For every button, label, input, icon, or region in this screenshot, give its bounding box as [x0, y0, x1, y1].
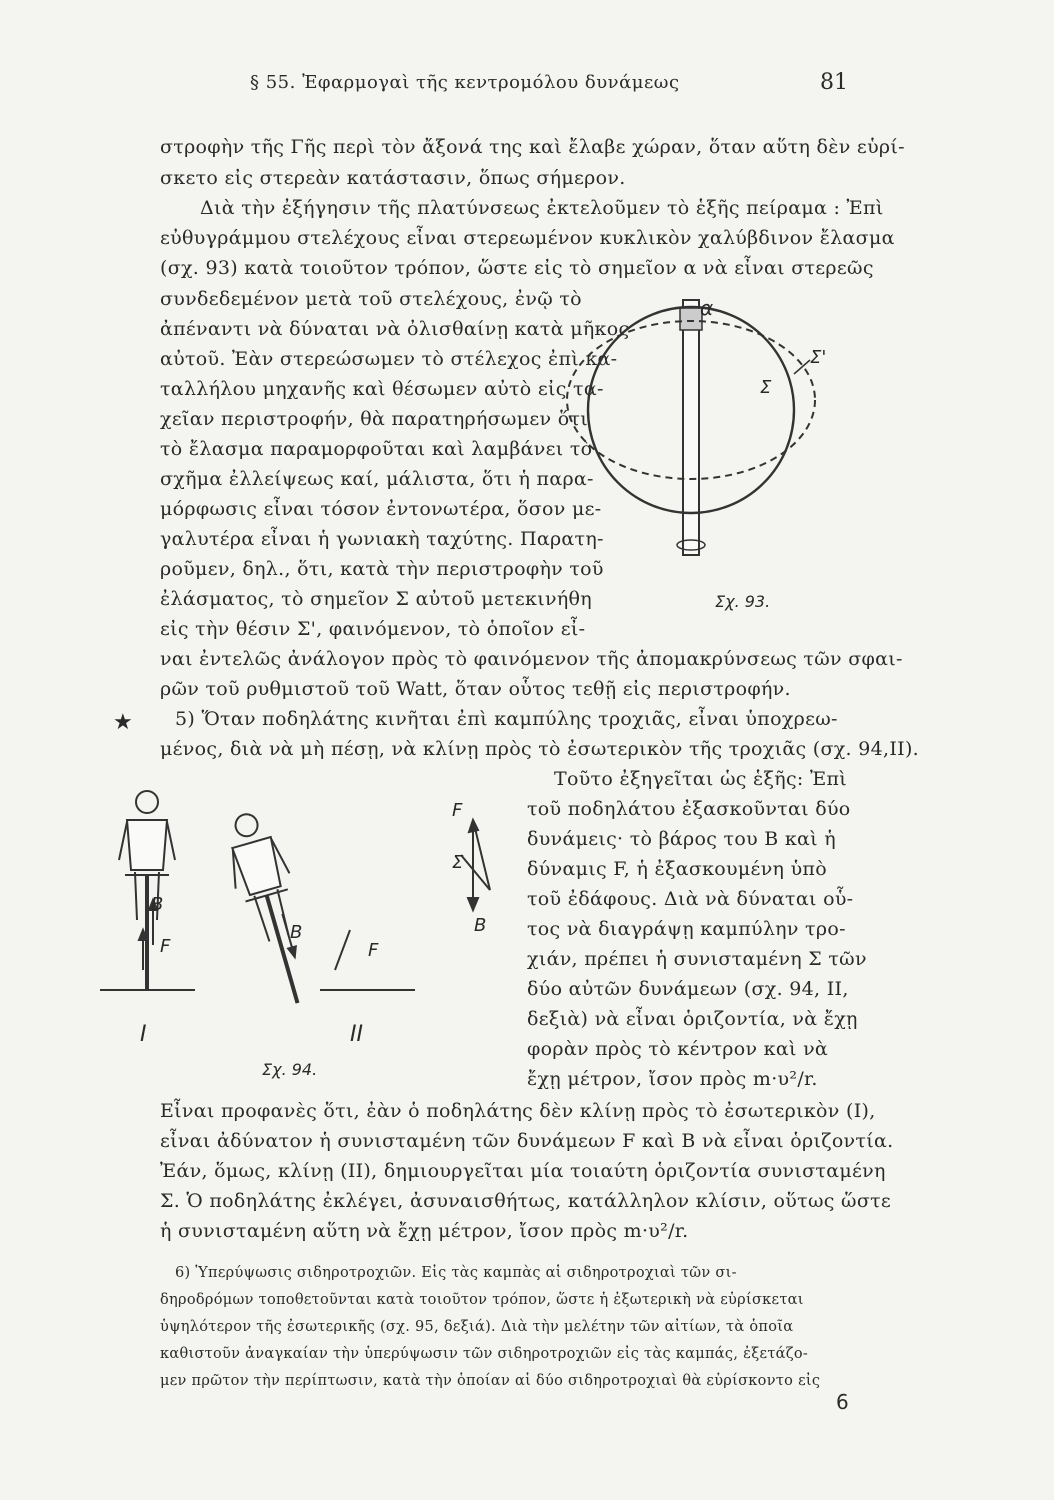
text-line: 5) Ὅταν ποδηλάτης κινῆται ἐπὶ καμπύλης τροχιᾶς, εἶναι ὑποχρεω- — [175, 708, 838, 730]
fig94-label-f3: F — [452, 800, 463, 821]
small-text-line: ὑψηλότερον τῆς ἐσωτερικῆς (σχ. 95, δεξιά). Διὰ τὴν μελέτην τῶν αἰτίων, τὰ ὁποῖα — [160, 1319, 794, 1335]
text-line: χεῖαν περιστροφήν, θὰ παρατηρήσωμεν ὅτι — [160, 408, 589, 430]
text-line: τὸ ἔλασμα παραμορφοῦται καὶ λαμβάνει τὸ — [160, 438, 593, 460]
small-text-line: δηροδρόμων τοποθετοῦνται κατὰ τοιοῦτον τρόπον, ὥστε ἡ ἐξωτερικὴ νὰ εὑρίσκεται — [160, 1292, 804, 1308]
text-line: Εἶναι προφανὲς ὅτι, ἐὰν ὁ ποδηλάτης δὲν κλίνῃ πρὸς τὸ ἐσωτερικὸν (I), — [160, 1100, 876, 1122]
label-alpha: α — [700, 296, 714, 320]
text-line: σκετο εἰς στερεὰν κατάστασιν, ὅπως σήμερον. — [160, 167, 626, 189]
text-line: ἐλάσματος, τὸ σημεῖον Σ αὐτοῦ μετεκινήθη — [160, 588, 592, 610]
text-line: ρῶν τοῦ ρυθμιστοῦ τοῦ Watt, ὅταν οὗτος τεθῇ εἰς περιστροφήν. — [160, 678, 791, 700]
text-line: τοῦ ἐδάφους. Διὰ νὰ δύναται οὗ- — [527, 888, 854, 910]
text-line: ροῦμεν, δηλ., ὅτι, κατὰ τὴν περιστροφὴν τοῦ — [160, 558, 604, 580]
text-line: ἡ συνισταμένη αὕτη νὰ ἔχῃ μέτρον, ἴσον πρὸς m·υ²/r. — [160, 1220, 689, 1242]
text-line: ἀπέναντι νὰ δύναται νὰ ὀλισθαίνῃ κατὰ μῆκος — [160, 318, 630, 340]
signature-mark: 6 — [836, 1390, 849, 1414]
text-line: δεξιὰ) νὰ εἶναι ὁριζοντία, νὰ ἔχῃ — [527, 1008, 858, 1030]
label-sigma-prime: Σ' — [810, 347, 827, 368]
text-line: αὐτοῦ. Ἐὰν στερεώσωμεν τὸ στέλεχος ἐπὶ κα- — [160, 348, 618, 370]
star-icon: ★ — [113, 710, 133, 735]
text-line: τοῦ ποδηλάτου ἐξασκοῦνται δύο — [527, 798, 851, 820]
fig94-label-f2: F — [368, 940, 379, 961]
fig94-label-b1: B — [151, 894, 164, 915]
small-text-line: καθιστοῦν ἀναγκαίαν τὴν ὑπερύψωσιν τῶν σιδηροτροχιῶν εἰς τὰς καμπάς, ἐξετάζο- — [160, 1346, 809, 1362]
fig94-label-ii: II — [350, 1022, 363, 1047]
text-line: εἶναι ἀδύνατον ἡ συνισταμένη τῶν δυνάμεων F καὶ B νὰ εἶναι ὁριζοντία. — [160, 1130, 894, 1152]
text-line: Σ. Ὁ ποδηλάτης ἐκλέγει, ἀσυναισθήτως, κατάλληλον κλίσιν, οὕτως ὥστε — [160, 1190, 892, 1212]
fig94-label-i: I — [140, 1022, 147, 1047]
text-line: δύναμις F, ἡ ἐξασκουμένη ὑπὸ — [527, 858, 827, 880]
force-triangle — [461, 820, 490, 910]
figure-93 — [560, 290, 840, 580]
text-line: Διὰ τὴν ἐξήγησιν τῆς πλατύνσεως ἐκτελοῦμεν τὸ ἑξῆς πείραμα : Ἐπὶ — [200, 197, 884, 219]
text-line: Ἐάν, ὅμως, κλίνῃ (II), δημιουργεῖται μία τοιαύτη ὁριζοντία συνισταμένη — [160, 1160, 886, 1182]
label-sigma: Σ — [760, 377, 772, 398]
text-line: δυνάμεις· τὸ βάρος του B καὶ ἡ — [527, 828, 836, 850]
page-number: 81 — [820, 70, 848, 95]
text-line: εἰς τὴν θέσιν Σ', φαινόμενον, τὸ ὁποῖον εἶ- — [160, 618, 586, 640]
fig94-label-b2: B — [290, 922, 303, 943]
text-line: χιάν, πρέπει ἡ συνισταμένη Σ τῶν — [527, 948, 867, 970]
text-line: εὐθυγράμμου στελέχους εἶναι στερεωμένον κυκλικὸν χαλύβδινον ἔλασμα — [160, 227, 895, 249]
fig94-label-b3: B — [474, 915, 487, 936]
text-line: (σχ. 93) κατὰ τοιοῦτον τρόπον, ὥστε εἰς τὸ σημεῖον α νὰ εἶναι στερεῶς — [160, 257, 874, 279]
text-line: συνδεδεμένον μετὰ τοῦ στελέχους, ἐνῷ τὸ — [160, 288, 582, 310]
small-text-line: 6) Ὑπερύψωσις σιδηροτροχιῶν. Εἰς τὰς καμπὰς αἱ σιδηροτροχιαὶ τῶν σι- — [175, 1265, 737, 1281]
fig94-label-f1: F — [160, 936, 171, 957]
text-line: δύο αὐτῶν δυνάμεων (σχ. 94, II, — [527, 978, 849, 1000]
cyclist-upright — [100, 791, 195, 990]
text-line: σχῆμα ἐλλείψεως καί, μάλιστα, ὅτι ἡ παρα- — [160, 468, 594, 490]
text-line: τος νὰ διαγράψῃ καμπύλην τρο- — [527, 918, 846, 940]
figure-93-caption: Σχ. 93. — [715, 592, 771, 611]
text-line: ναι ἐντελῶς ἀνάλογον πρὸς τὸ φαινόμενον τῆς ἀπομακρύνσεως τῶν σφαι- — [160, 648, 903, 670]
fig94-label-sigma: Σ — [452, 852, 464, 873]
text-line: μόρφωσις εἶναι τόσον ἐντονωτέρα, ὅσον με- — [160, 498, 602, 520]
running-title: § 55. Ἐφαρμογαὶ τῆς κεντρομόλου δυνάμεως — [250, 72, 680, 93]
text-line: Τοῦτο ἐξηγεῖται ὡς ἑξῆς: Ἐπὶ — [554, 768, 848, 790]
text-line: φορὰν πρὸς τὸ κέντρον καὶ νὰ — [527, 1038, 829, 1060]
text-line: μένος, διὰ νὰ μὴ πέσῃ, νὰ κλίνῃ πρὸς τὸ ἐσωτερικὸν τῆς τροχιᾶς (σχ. 94,II). — [160, 738, 919, 760]
text-line: γαλυτέρα εἶναι ἡ γωνιακὴ ταχύτης. Παρατη- — [160, 528, 604, 550]
small-text-line: μεν πρῶτον τὴν περίπτωσιν, κατὰ τὴν ὁποίαν αἱ δύο σιδηροτροχιαὶ θὰ εὑρίσκοντο εἰς — [160, 1373, 821, 1389]
text-line: στροφὴν τῆς Γῆς περὶ τὸν ἄξονά της καὶ ἔλαβε χώραν, ὅταν αὕτη δὲν εὑρί- — [160, 136, 905, 158]
figure-94-caption: Σχ. 94. — [262, 1060, 318, 1079]
cyclist-leaning — [217, 807, 325, 1011]
text-line: ἔχῃ μέτρον, ἴσον πρὸς m·υ²/r. — [527, 1068, 818, 1090]
text-line: ταλλήλου μηχανῆς καὶ θέσωμεν αὐτὸ εἰς τα- — [160, 378, 604, 400]
